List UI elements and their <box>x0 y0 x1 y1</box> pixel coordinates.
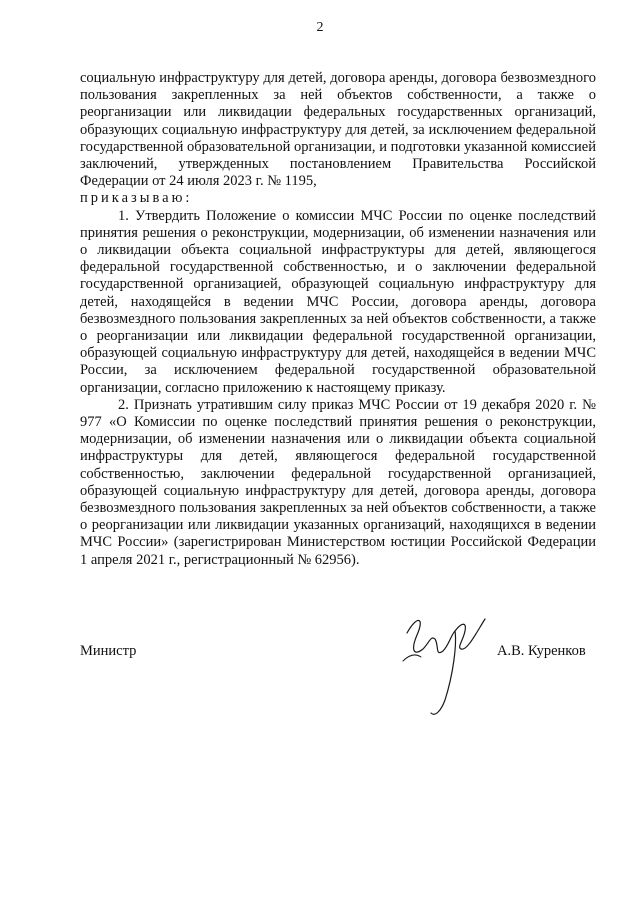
handwritten-signature <box>395 605 490 725</box>
item-1-paragraph: 1. Утвердить Положение о комиссии МЧС России по оценке последствий принятия решения о реконструкции, модернизации, об изменении назначения или о ликвидации объекта социальной инфраструктуры для детей, являющегося федеральной государственной собственностью, и о заключении федеральной государственной организацией, образующей социальную инфраструктуру для детей, находящейся в ведении МЧС России, договора аренды, договора безвозмездного пользования закрепленных за ней объектов собственности, а также о реорганизации или ликвидации федеральной государственной организации, образующей социальную инфраструктуру для детей, находящейся в ведении МЧС России, за исключением федеральной государственной образовательной организации, согласно приложению к настоящему приказу. <box>80 207 596 396</box>
continuation-paragraph: социальную инфраструктуру для детей, договора аренды, договора безвозмездного пользования закрепленных за ней объектов собственности, а также о реорганизации или ликвидации федеральных государственных организаций, образующих социальную инфраструктуру для детей, за исключением федеральной государственной образовательной организации, и подготовки указанной комиссией заключений, утвержденных постановлением Правительства Российской Федерации от 24 июля 2023 г. № 1195, <box>80 70 596 190</box>
item-2-paragraph: 2. Признать утратившим силу приказ МЧС России от 19 декабря 2020 г. № 977 «О Комиссии по оценке последствий принятия решения о реконструкции, модернизации, об изменении назначения или о ликвидации объекта социальной инфраструктуры для детей, являющегося федеральной государственной собственностью, заключении федеральной государственной организацией, образующей социальную инфраструктуру для детей, договора аренды, договора безвозмездного пользования закрепленных за ней объектов собственности, а также о реорганизации или ликвидации указанных организаций, находящихся в ведении МЧС России» (зарегистрирован Министерством юстиции Российской Федерации 1 апреля 2021 г., регистрационный № 62956). <box>80 396 596 568</box>
signatory-name: А.В. Куренков <box>497 643 586 659</box>
signatory-role: Министр <box>80 643 137 659</box>
page-number: 2 <box>316 20 324 35</box>
document-body <box>80 70 596 569</box>
order-word: приказываю: <box>80 190 193 207</box>
